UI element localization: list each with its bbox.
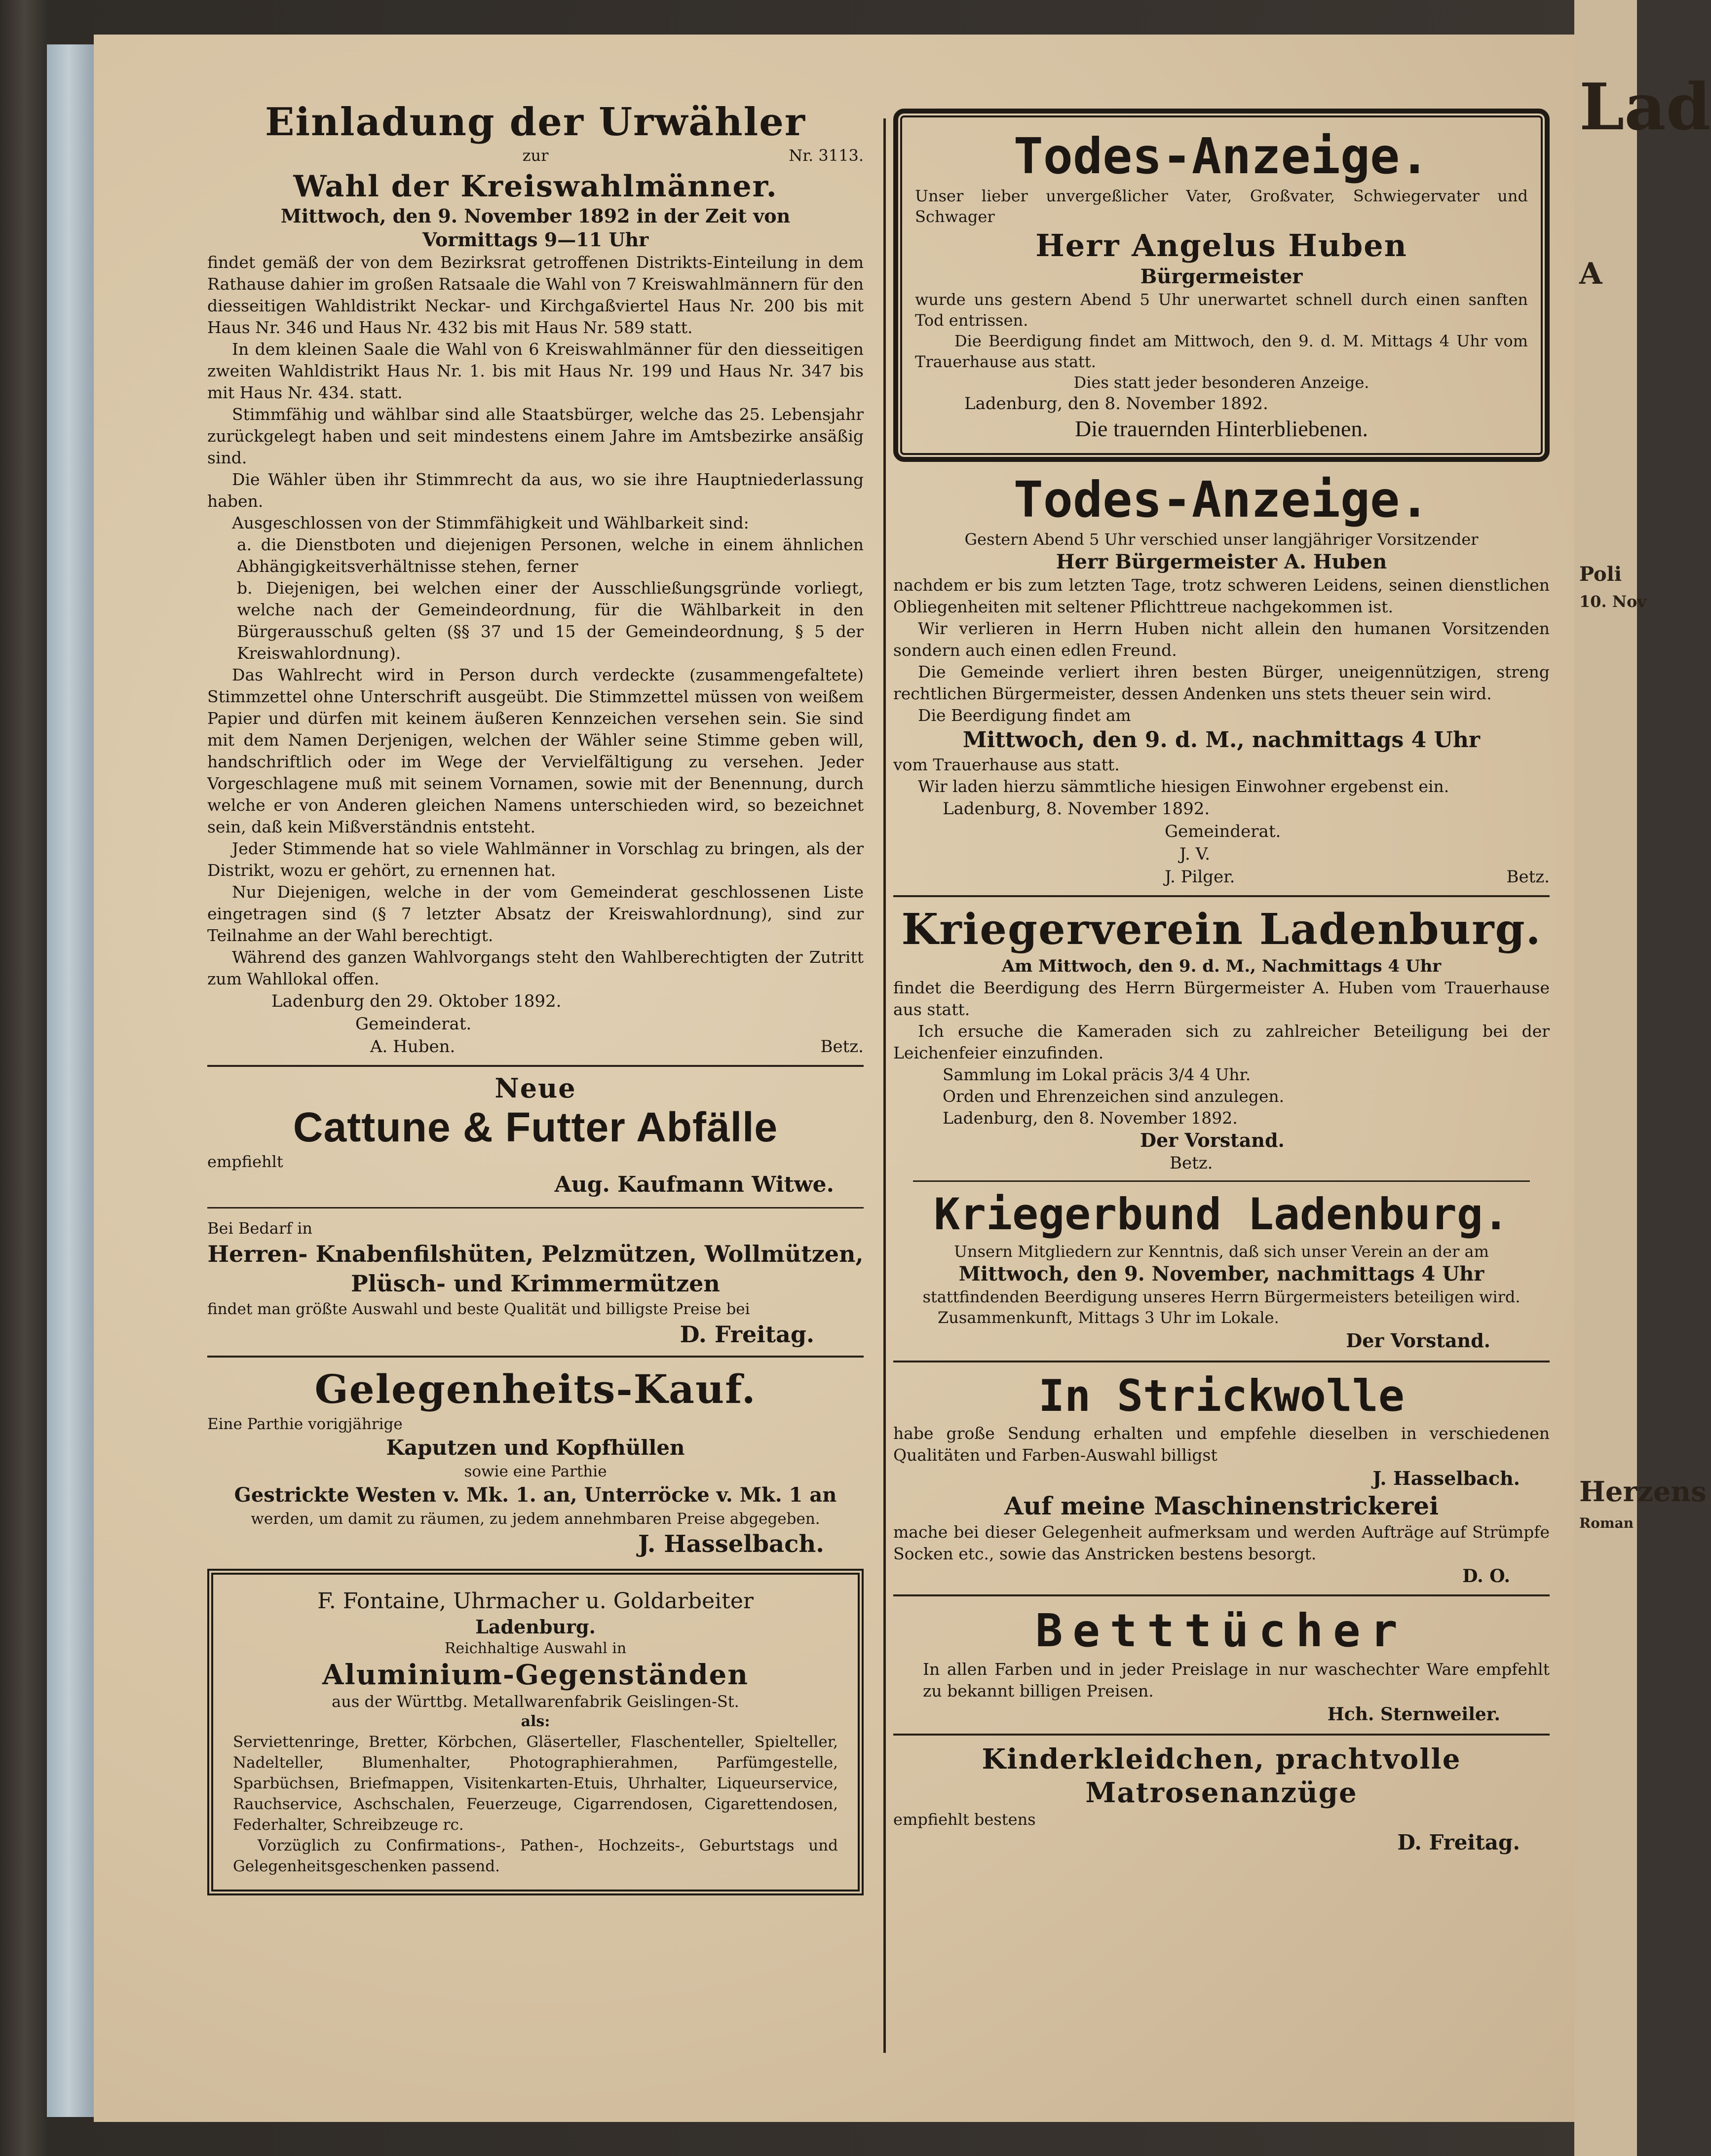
election-paragraph: Ausgeschlossen von der Stimmfähigkeit und Wählbarkeit sind: [232,513,749,532]
death1-text: Unser lieber unvergeßlicher Vater, Großvater, Schwiegervater und Schwager [915,187,1528,226]
bargain-line: werden, um damit zu räumen, zu jedem annehmbaren Preise abgegeben. [251,1510,820,1528]
next-page-fragment: Herzens [1579,1475,1707,1508]
death1-role: Bürgermeister [1140,265,1303,288]
death2-council: Gemeinderat. [1165,822,1281,841]
left-column [207,99,864,1895]
death2-title: Todes-Anzeige. [1013,471,1430,529]
separator-rule [207,1207,864,1209]
separator-rule [893,1734,1550,1736]
kriegerverein-text: Sammlung im Lokal präcis 3/4 4 Uhr. [943,1065,1251,1084]
cattune-firm: Aug. Kaufmann Witwe. [554,1172,834,1197]
death2-text: Die Gemeinde verliert ihren besten Bürger, uneigennützigen, streng rechtlichen Bürgermeister, dessen Andenken uns stets theuer sein wird. [893,662,1550,703]
election-paragraph: Nur Diejenigen, welche in der vom Gemeinderat geschlossenen Liste eingetragen sind (§ 7 letzter Absatz der Kreiswahlordnung), sind zur Teilnahme an der Wahl berechtigt. [207,882,864,945]
election-paragraph: Das Wahlrecht wird in Person durch verdeckte (zusammengefaltete) Stimmzettel ohne Unterschrift ausgeübt. Die Stimmzettel müssen von weißem Papier und dürfen mit keinem äußeren Kennzeichen versehen sein. Sie sind mit dem Namen Derjenigen, welchen der Wähler seine Stimme geben will, handschriftlich oder im Wege der Vervielfältigung zu versehen. Jeder Vorgeschlagene muß mit seinem Vornamen, sowie mit der Benennung, durch welche er von Anderen gleichen Namens unterschieden wird, so bezeichnet sein, daß kein Mißverständnis entsteht. [207,665,864,836]
death2-text: Wir laden hierzu sämmtliche hiesigen Einwohner ergebenst ein. [918,777,1449,796]
kids-firm: D. Freitag. [1397,1830,1520,1854]
death2-text: Die Beerdigung findet am [918,706,1131,725]
kriegerverein-signer: Der Vorstand. [1140,1129,1285,1151]
kids-text: empfiehlt bestens [893,1810,1036,1829]
column-divider [883,118,886,2053]
sheets-ad [893,1603,1550,1727]
death2-place-date: Ladenburg, 8. November 1892. [943,799,1210,819]
election-signer: A. Huben. [370,1037,456,1057]
hats-firm: D. Freitag. [680,1321,814,1348]
bargain-ad [207,1364,864,1559]
next-page-fragment: Poli [1579,563,1622,586]
separator-rule [893,1594,1550,1596]
election-item: a. die Dienstboten und diejenigen Personen, welche in einem ähnlichen Abhängigkeitsverhältnisse stehen, ferner [237,535,864,576]
kriegerbund-title: Kriegerbund Ladenburg. [934,1189,1509,1240]
death2-iv: J. V. [1179,844,1211,864]
death1-text: Dies statt jeder besonderen Anzeige. [1073,373,1369,392]
election-time: Vormittags 9—11 Uhr [422,228,649,251]
separator-rule [893,1361,1550,1362]
book-spine [47,44,101,2117]
election-paragraph: In dem kleinen Saale die Wahl von 6 Kreiswahlmänner für den diesseitigen zweiten Wahldistrikt Haus Nr. 1. bis mit Haus Nr. 199 und Haus Nr. 347 bis mit Haus Nr. 434. statt. [207,340,864,402]
wool-title: In Strickwolle [1038,1370,1405,1421]
separator-rule [893,895,1550,897]
fontaine-line: Reichhaltige Auswahl in [444,1640,627,1657]
next-page-fragment: 10. Nov [1579,592,1646,611]
death2-signer: J. Pilger. [1165,867,1235,887]
fontaine-line: aus der Württbg. Metallwarenfabrik Geislingen-St. [332,1692,739,1711]
kriegerverein-text: Orden und Ehrenzeichen sind anzulegen. [943,1087,1285,1106]
kriegerverein-text: findet die Beerdigung des Herrn Bürgermeister A. Huben vom Trauerhause aus statt. [893,978,1550,1019]
fontaine-ad [207,1569,864,1895]
hats-line: Bei Bedarf in [207,1219,313,1238]
bargain-products: Gestrickte Westen v. Mk. 1. an, Unterröcke v. Mk. 1 an [234,1483,837,1507]
death1-text: wurde uns gestern Abend 5 Uhr unerwartet schnell durch einen sanften Tod entrissen. [915,290,1528,330]
kids-title: Kinderkleidchen, prachtvolle Matrosenanzüge [982,1743,1461,1809]
election-paragraph: Während des ganzen Wahlvorgangs steht den Wahlberechtigten der Zutritt zum Wahllokal offen. [207,947,864,988]
hats-line: findet man größte Auswahl und beste Qualität und billigste Preise bei [207,1300,750,1318]
fontaine-footer: Vorzüglich zu Confirmations-, Pathen-, Hochzeits-, Geburtstags und Gelegenheitsgeschenken passend. [233,1837,838,1875]
election-number: Nr. 3113. [789,146,864,165]
wool-text: habe große Sendung erhalten und empfehle dieselben in verschiedenen Qualitäten und Farben-Auswahl billigst [893,1424,1550,1465]
hats-products: Plüsch- und Krimmermützen [351,1270,720,1297]
bargain-title: Gelegenheits-Kauf. [314,1366,757,1412]
next-page-fragment: A [1579,257,1602,291]
election-council: Gemeinderat. [355,1014,472,1034]
fontaine-header: F. Fontaine, Uhrmacher u. Goldarbeiter [317,1589,754,1614]
election-zur: zur [522,146,549,165]
kriegerbund-date: Mittwoch, den 9. November, nachmittags 4 Uhr [958,1262,1484,1286]
election-signer2: Betz. [820,1037,864,1057]
fontaine-product: Aluminium-Gegenständen [322,1659,749,1691]
hats-products: Herren- Knabenfilshüten, Pelzmützen, Wollmützen, [207,1241,864,1267]
death1-title: Todes-Anzeige. [1013,127,1430,185]
death1-name: Herr Angelus Huben [1035,227,1407,264]
kriegerverein-ad [893,904,1550,1174]
wool-text: mache bei dieser Gelegenheit aufmerksam und werden Aufträge auf Strümpfe Socken etc., sowie das Anstricken bestens besorgt. [893,1522,1550,1563]
wool-firm2: D. O. [1462,1566,1510,1587]
adjacent-page-edge [1574,0,1711,2156]
death-notice-family [893,109,1550,462]
election-subtitle: Wahl der Kreiswahlmänner. [293,169,778,204]
sheets-firm: Hch. Sternweiler. [1327,1704,1500,1725]
kriegerverein-signer2: Betz. [1170,1153,1213,1173]
death1-signer: Die trauernden Hinterbliebenen. [1075,416,1368,441]
cattune-ad [207,1074,864,1198]
death2-date: Mittwoch, den 9. d. M., nachmittags 4 Uhr [962,727,1481,753]
next-page-fragment: Roman [1579,1515,1634,1531]
fontaine-town: Ladenburg. [475,1616,596,1638]
death2-name: Herr Bürgermeister A. Huben [1056,550,1387,573]
bargain-line: Eine Parthie vorigjährige [207,1415,403,1433]
election-place-date: Ladenburg den 29. Oktober 1892. [271,991,562,1011]
separator-rule [913,1180,1530,1182]
wool-firm: J. Hasselbach. [1372,1467,1520,1489]
kriegerverein-text: Ladenburg, den 8. November 1892. [943,1108,1238,1128]
election-paragraph: Die Wähler üben ihr Stimmrecht da aus, wo sie ihre Hauptniederlassung haben. [207,470,864,511]
separator-rule [207,1356,864,1358]
kriegerbund-signer: Der Vorstand. [1346,1329,1490,1352]
cattune-pre: Neue [494,1072,576,1104]
kriegerbund-text: Zusammenkunft, Mittags 3 Uhr im Lokale. [938,1308,1279,1327]
death1-date: Ladenburg, den 8. November 1892. [964,394,1268,414]
wool-title2: Auf meine Maschinenstrickerei [1004,1491,1439,1520]
death2-text: Gestern Abend 5 Uhr verschied unser langjähriger Vorsitzender [964,530,1479,549]
election-paragraph: Stimmfähig und wählbar sind alle Staatsbürger, welche das 25. Lebensjahr zurückgelegt haben und seit mindestens einem Jahre im Amtsbezirke ansäßig sind. [207,405,864,467]
election-item: b. Diejenigen, bei welchen einer der Ausschließungsgründe vorliegt, welche nach der Gemeindeordnung, für die Wählbarkeit in den Bürgerausschuß gelten (§§ 37 und 15 der Gemeindeordnung, § 5 der Kreiswahlordnung). [237,578,864,663]
sheets-title: Betttücher [1035,1604,1407,1657]
kriegerverein-date: Am Mittwoch, den 9. d. M., Nachmittags 4 Uhr [1001,956,1442,976]
kriegerbund-text: Unsern Mitgliedern zur Kenntnis, daß sich unser Verein an der am [954,1242,1489,1261]
kriegerbund-ad [893,1188,1550,1354]
cattune-title: Cattune & Futter Abfälle [293,1104,778,1150]
fontaine-line: als: [521,1713,550,1730]
death2-text: nachdem er bis zum letzten Tage, trotz schweren Leidens, seinen dienstlichen Obliegenheiten mit seltener Pflichttreue nachgekommen ist. [893,575,1550,616]
kriegerbund-text: stattfindenden Beerdigung unseres Herrn Bürgermeisters beteiligen wird. [922,1287,1521,1306]
election-title: Einladung der Urwähler [265,100,806,145]
election-notice [207,99,864,1058]
wool-ad [893,1369,1550,1588]
kids-clothes-ad [893,1742,1550,1856]
right-column [893,99,1550,1856]
death2-signer2: Betz. [1506,867,1550,887]
death1-text: Die Beerdigung findet am Mittwoch, den 9. d. M. Mittags 4 Uhr vom Trauerhause aus statt. [915,332,1528,371]
election-date: Mittwoch, den 9. November 1892 in der Zeit von [280,205,791,227]
bargain-firm: J. Hasselbach. [638,1530,824,1558]
kriegerverein-title: Kriegerverein Ladenburg. [901,905,1542,954]
election-paragraph: findet gemäß der von dem Bezirksrat getroffenen Distrikts-Einteilung in dem Rathause dahier im großen Ratsaale die Wahl von 7 Kreiswahlmännern für den diesseitigen Wahldistrikt Neckar- und Kirchgaßviertel Haus Nr. 200 bis mit Haus Nr. 346 und Haus Nr. 432 bis mit Haus Nr. 589 statt. [207,253,864,337]
bargain-line: sowie eine Parthie [464,1463,607,1480]
fontaine-body: Serviettenringe, Bretter, Körbchen, Gläserteller, Flaschenteller, Spielteller, Nadelteller, Blumenhalter, Photographierahmen, Parfümgestelle, Sparbüchsen, Briefmappen, Visitenkarten-Etuis, Uhrhalter, Liqueurservice, Rauchservice, Aschschalen, Feuerzeuge, Cigarrendosen, Cigarettendosen, Federhalter, Schreibzeuge rc. [233,1733,838,1834]
death2-text: Wir verlieren in Herrn Huben nicht allein den humanen Vorsitzenden sondern auch einen edlen Freund. [893,619,1550,660]
cattune-recommends: empfiehlt [207,1152,283,1171]
death-notice-council [893,471,1550,888]
sheets-text: In allen Farben und in jeder Preislage in nur waschechter Ware empfehlt zu bekannt billigen Preisen. [923,1660,1550,1701]
next-page-fragment: Lad [1579,69,1711,145]
kriegerverein-text: Ich ersuche die Kameraden sich zu zahlreicher Beteiligung bei der Leichenfeier einzufinden. [893,1021,1550,1062]
death2-text: vom Trauerhause aus statt. [893,755,1120,774]
bargain-products: Kaputzen und Kopfhüllen [386,1436,685,1460]
hats-ad [207,1217,864,1349]
election-paragraph: Jeder Stimmende hat so viele Wahlmänner in Vorschlag zu bringen, als der Distrikt, wozu er gehört, zu ernennen hat. [207,839,864,880]
separator-rule [207,1065,864,1067]
